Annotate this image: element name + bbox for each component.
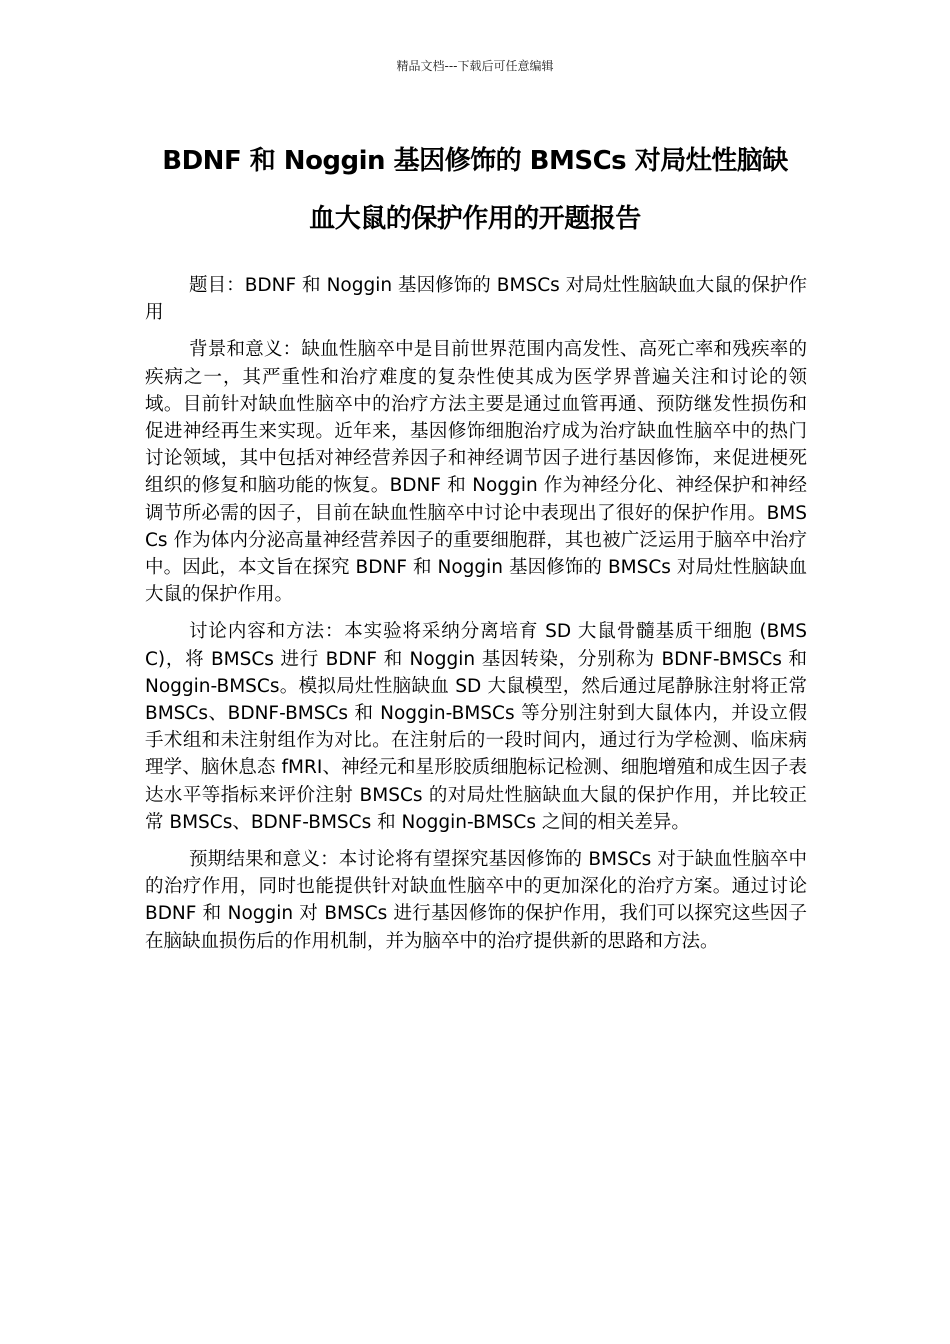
paragraph-expected-results: 预期结果和意义：本讨论将有望探究基因修饰的 BMSCs 对于缺血性脑卒中的治疗作用，同时也能提供针对缺血性脑卒中的更加深化的治疗方案。通过讨论 BDNF 和 Noggin 对 BMSCs 进行基因修饰的保护作用，我们可以探究这些因子在脑缺血损伤后的作用机制，并为脑卒中的治疗提供新的思路和方法。 [145,849,807,952]
title-line-2: 血大鼠的保护作用的开题报告 [309,204,641,234]
title-line-1: BDNF 和 Noggin 基因修饰的 BMSCs 对局灶性脑缺 [162,146,788,176]
paragraph-topic: 题目：BDNF 和 Noggin 基因修饰的 BMSCs 对局灶性脑缺血大鼠的保护作用 [145,275,807,324]
header-note: 精品文档---下载后可任意编辑 [396,59,554,73]
document-title [120,132,830,248]
document-body [145,272,807,965]
paragraph-methods: 讨论内容和方法：本实验将采纳分离培育 SD 大鼠骨髓基质干细胞 (BMSC)，将 BMSCs 进行 BDNF 和 Noggin 基因转染，分别称为 BDNF-BMSCs 和 Noggin-BMSCs。模拟局灶性脑缺血 SD 大鼠模型，然后通过尾静脉注射将正常 BMSCs、BDNF-BMSCs 和 Noggin-BMSCs 等分别注射到大鼠体内，并设立假手术组和未注射组作为对比。在注射后的一段时间内，通过行为学检测、临床病理学、脑休息态 fMRI、神经元和星形胶质细胞标记检测、细胞增殖和成生因子表达水平等指标来评价注射 BMSCs 的对局灶性脑缺血大鼠的保护作用，并比较正常 BMSCs、BDNF-BMSCs 和 Noggin-BMSCs 之间的相关差异。 [145,621,807,833]
paragraph-background: 背景和意义：缺血性脑卒中是目前世界范围内高发性、高死亡率和残疾率的疾病之一，其严重性和治疗难度的复杂性使其成为医学界普遍关注和讨论的领域。目前针对缺血性脑卒中的治疗方法主要是通过血管再通、预防继发性损伤和促进神经再生来实现。近年来，基因修饰细胞治疗成为治疗缺血性脑卒中的热门讨论领域，其中包括对神经营养因子和神经调节因子进行基因修饰，来促进梗死组织的修复和脑功能的恢复。BDNF 和 Noggin 作为神经分化、神经保护和神经调节所必需的因子，目前在缺血性脑卒中讨论中表现出了很好的保护作用。BMSCs 作为体内分泌高量神经营养因子的重要细胞群，其也被广泛运用于脑卒中治疗中。因此，本文旨在探究 BDNF 和 Noggin 基因修饰的 BMSCs 对局灶性脑缺血大鼠的保护作用。 [145,339,807,606]
